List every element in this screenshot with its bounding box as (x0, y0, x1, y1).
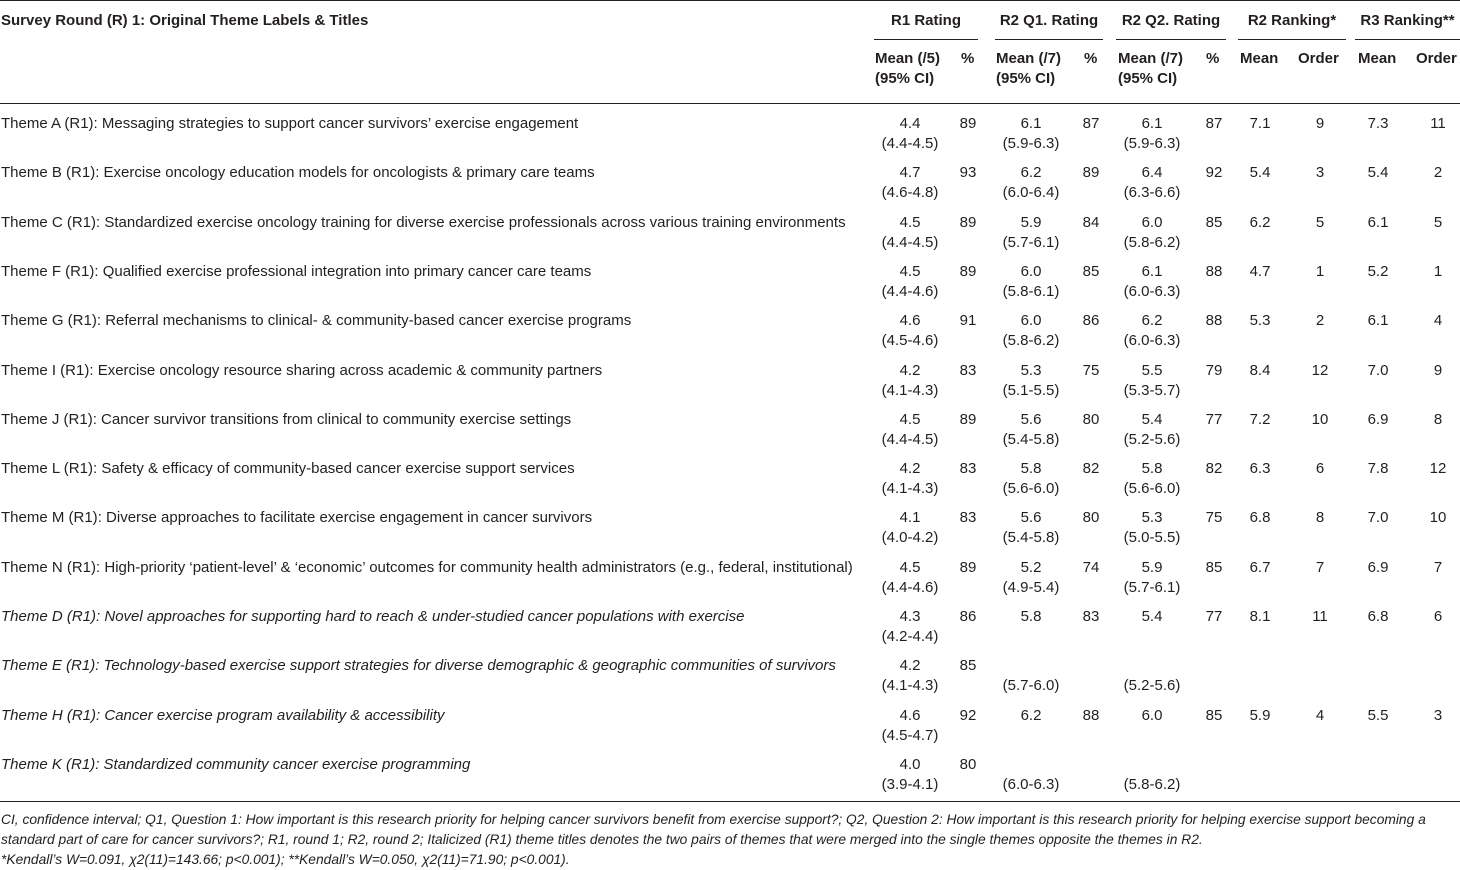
group-r3-ranking: R3 Ranking** (1360, 12, 1455, 29)
cell-q1-ci: (5.4-5.8) (1002, 529, 1060, 547)
cell-r1-ci: (4.6-4.8) (881, 184, 939, 202)
cell-q2-mean: 6.4 (1141, 164, 1163, 182)
cell-q2-mean: 6.1 (1141, 115, 1163, 132)
cell-r3-order: 10 (1429, 509, 1447, 527)
theme-prefix: Theme I (R1) (1, 361, 90, 379)
cell-r2-order: 8 (1315, 509, 1325, 527)
cell-r2-mean: 7.2 (1249, 410, 1271, 428)
cell-r1-pct: 80 (959, 755, 977, 773)
cell-q2-ci: (5.9-6.3) (1123, 135, 1181, 152)
cell-r2-order: 10 (1311, 410, 1329, 428)
group-rule-r2 (1238, 39, 1346, 40)
theme-prefix: Theme E (1, 657, 62, 675)
cell-r1-pct: 91 (959, 312, 977, 330)
cell-q1-mean: 5.3 (1020, 361, 1042, 379)
cell-r1-ci: (4.4-4.6) (881, 282, 939, 300)
cell-r2-mean: 8.1 (1249, 608, 1271, 625)
cell-r2-mean: 5.3 (1249, 312, 1271, 330)
cell-q2-pct: 82 (1205, 460, 1223, 478)
cell-r2-mean: 5.9 (1249, 706, 1271, 724)
footnote-line-2: standard part of care for cancer survivors?; R1, round 1; R2, round 2; Italicized (R1) theme titles denotes the two pairs of themes that were merged into the single themes opposite the themes in R2. (1, 832, 1203, 847)
group-r2-ranking: R2 Ranking* (1247, 12, 1337, 29)
cell-r3-mean: 5.4 (1367, 164, 1389, 182)
cell-q2-pct: 85 (1205, 213, 1223, 231)
cell-q2-pct: 75 (1205, 509, 1223, 527)
cell-r3-mean: 6.1 (1367, 213, 1389, 231)
cell-r1-mean: 4.2 (899, 460, 921, 478)
cell-q2-ci: (6.0-6.3) (1123, 282, 1181, 300)
cell-q1-mean: 6.0 (1020, 262, 1042, 280)
cell-r1-ci: (4.4-4.5) (881, 233, 939, 251)
table-bottom-rule (0, 801, 1460, 802)
group-r1-rating: R1 Rating (890, 12, 961, 29)
cell-q2-ci: (5.2-5.6) (1123, 430, 1181, 448)
cell-r1-mean: 4.4 (899, 115, 921, 132)
cell-r3-mean: 7.3 (1367, 115, 1389, 132)
cell-q1-mean: 5.8 (1020, 460, 1042, 478)
cell-r1-pct: 89 (959, 558, 977, 576)
theme-title: : Qualified exercise professional integration into primary cancer care teams (94, 262, 592, 280)
group-rule-r1 (874, 39, 978, 40)
cell-r1-mean: 4.5 (899, 410, 921, 428)
footnote-line-1: CI, confidence interval; Q1, Question 1: How important is this research priority for helping cancer survivors benefit from exercise support?; Q2, Question 2: How important is this research priority for helping exercise support becoming a (1, 812, 1426, 827)
cell-r3-mean: 6.9 (1367, 558, 1389, 576)
sub-r3-order: Order (1416, 50, 1457, 67)
cell-r3-mean: 5.2 (1367, 262, 1389, 280)
cell-r1-pct: 85 (959, 657, 977, 675)
cell-q1-mean: 5.9 (1020, 213, 1042, 231)
cell-r1-mean: 4.0 (899, 755, 921, 773)
sub-r2-mean: Mean (1240, 50, 1279, 67)
cell-r1-pct: 89 (959, 262, 977, 280)
sub-q1-pct: % (1084, 50, 1098, 67)
row-theme-label (1, 114, 578, 134)
cell-r3-order: 2 (1433, 164, 1443, 182)
cell-r1-ci: (4.1-4.3) (881, 381, 939, 399)
theme-prefix: Theme C (R1) (1, 213, 97, 231)
sub-q2-mean: Mean (/7) (95% CI) (1118, 50, 1184, 87)
cell-r3-order: 6 (1433, 608, 1443, 625)
cell-r2-mean: 4.7 (1249, 262, 1271, 280)
theme-prefix: Theme F (R1) (1, 262, 95, 280)
theme-title: (R1): Technology-based exercise support strategies for diverse demographic & geographic communities of survivors (61, 657, 836, 675)
cell-r2-order: 9 (1315, 115, 1325, 132)
cell-q1-mean: 5.2 (1020, 558, 1042, 576)
sub-r3-mean: Mean (1358, 50, 1397, 67)
cell-q1-ci: (5.9-6.3) (1002, 135, 1060, 152)
cell-r1-mean: 4.1 (899, 509, 921, 527)
cell-q2-mean: 6.1 (1141, 262, 1163, 280)
cell-q1-mean: 6.2 (1020, 164, 1042, 182)
row-theme-label (1, 508, 592, 528)
row-theme-label (1, 213, 846, 233)
group-rule-q1 (995, 39, 1103, 40)
cell-q1-pct: 80 (1082, 410, 1100, 428)
cell-r2-mean: 6.2 (1249, 213, 1271, 231)
cell-q2-ci: (5.8-6.2) (1123, 775, 1181, 793)
cell-r3-mean: 6.9 (1367, 410, 1389, 428)
cell-q2-pct: 88 (1205, 312, 1223, 330)
cell-q1-pct: 75 (1082, 361, 1100, 379)
cell-r1-mean: 4.6 (899, 706, 921, 724)
cell-q1-ci: (5.6-6.0) (1002, 480, 1060, 498)
cell-r3-order: 9 (1433, 361, 1443, 379)
row-theme-label (1, 459, 575, 479)
cell-r2-order: 4 (1315, 706, 1325, 724)
theme-prefix: Theme B (R1) (1, 164, 96, 182)
theme-title: : High-priority ‘patient-level’ & ‘economic’ outcomes for community health administrators (e.g., federal, institutional) (96, 558, 853, 576)
row-theme-label (1, 311, 631, 331)
cell-q1-pct: 84 (1082, 213, 1100, 231)
cell-r2-order: 11 (1312, 608, 1328, 625)
cell-q2-pct: 79 (1205, 361, 1223, 379)
cell-r1-mean: 4.3 (899, 608, 921, 625)
cell-q2-ci: (5.2-5.6) (1123, 677, 1181, 695)
cell-r3-mean: 6.1 (1367, 312, 1389, 330)
row-theme-label (1, 361, 602, 381)
cell-r2-order: 5 (1315, 213, 1325, 231)
cell-q1-pct: 88 (1082, 706, 1100, 724)
group-r2-q1-rating: R2 Q1. Rating (999, 12, 1099, 29)
cell-q2-pct: 92 (1205, 164, 1223, 182)
sub-q1-mean: Mean (/7) (95% CI) (996, 50, 1062, 87)
cell-r3-order: 4 (1433, 312, 1443, 330)
cell-q2-pct: 85 (1205, 558, 1223, 576)
cell-q2-ci: (5.7-6.1) (1123, 578, 1181, 596)
cell-q2-mean: 5.5 (1141, 361, 1163, 379)
cell-q2-ci: (6.0-6.3) (1123, 332, 1181, 350)
cell-r3-mean: 6.8 (1367, 608, 1389, 625)
cell-q2-pct: 87 (1205, 115, 1223, 132)
cell-r3-order: 12 (1429, 460, 1447, 478)
cell-q1-ci: (5.8-6.1) (1002, 282, 1060, 300)
cell-r2-mean: 6.3 (1249, 460, 1271, 478)
cell-q2-ci: (6.3-6.6) (1123, 184, 1181, 202)
cell-q1-ci: (5.4-5.8) (1002, 430, 1060, 448)
cell-q1-pct: 83 (1082, 608, 1100, 625)
theme-prefix: Theme M (R1) (1, 509, 98, 527)
header-bottom-rule (0, 103, 1460, 104)
cell-r2-order: 7 (1315, 558, 1325, 576)
theme-title: : Standardized exercise oncology training for diverse exercise professionals across various training environments (96, 213, 846, 231)
cell-r1-ci: (4.4-4.5) (881, 430, 939, 448)
theme-prefix: Theme D (1, 608, 63, 625)
theme-title: : Referral mechanisms to clinical- & community-based cancer exercise programs (96, 312, 632, 330)
cell-r2-mean: 6.7 (1249, 558, 1271, 576)
cell-q2-mean: 5.4 (1141, 608, 1163, 625)
table-title: Survey Round (R) 1: Original Theme Labels & Titles (1, 12, 369, 29)
cell-q2-pct: 88 (1205, 262, 1223, 280)
sub-r1-mean: Mean (/5) (95% CI) (875, 50, 941, 87)
cell-r1-ci: (4.0-4.2) (881, 529, 939, 547)
cell-r1-pct: 93 (959, 164, 977, 182)
theme-prefix: Theme K (1, 755, 62, 773)
theme-title: : Diverse approaches to facilitate exercise engagement in cancer survivors (97, 509, 593, 527)
cell-q2-mean: 6.0 (1141, 706, 1163, 724)
cell-r2-order: 12 (1311, 361, 1329, 379)
cell-q1-ci: (5.7-6.1) (1002, 233, 1060, 251)
cell-q1-ci: (5.8-6.2) (1002, 332, 1060, 350)
cell-r3-order: 8 (1433, 410, 1443, 428)
theme-prefix: Theme J (R1) (1, 410, 93, 428)
row-theme-label (1, 558, 853, 578)
group-rule-q2 (1116, 39, 1226, 40)
cell-q1-pct: 85 (1082, 262, 1100, 280)
row-theme-label (1, 262, 591, 282)
cell-r3-mean: 7.8 (1367, 460, 1389, 478)
cell-r1-mean: 4.7 (899, 164, 921, 182)
cell-r1-ci: (4.5-4.6) (881, 332, 939, 350)
cell-r2-order: 6 (1315, 460, 1325, 478)
theme-title: : Safety & efficacy of community-based cancer exercise support services (92, 460, 575, 478)
cell-q2-pct: 85 (1205, 706, 1223, 724)
cell-q2-mean: 5.9 (1141, 558, 1163, 576)
cell-r1-ci: (4.4-4.6) (881, 578, 939, 596)
cell-r1-ci: (3.9-4.1) (881, 775, 939, 793)
cell-q2-ci: (5.3-5.7) (1123, 381, 1181, 399)
cell-q2-ci: (5.6-6.0) (1123, 480, 1181, 498)
cell-q1-ci: (5.1-5.5) (1002, 381, 1060, 399)
cell-q1-pct: 82 (1082, 460, 1100, 478)
cell-r3-order: 7 (1433, 558, 1443, 576)
cell-r1-mean: 4.5 (899, 558, 921, 576)
row-theme-label (1, 656, 836, 676)
row-theme-label (1, 410, 571, 430)
cell-q1-pct: 86 (1082, 312, 1100, 330)
cell-q1-mean: 5.8 (1020, 608, 1042, 625)
sub-r1-pct: % (961, 50, 975, 67)
cell-r1-ci: (4.1-4.3) (881, 677, 939, 695)
cell-r2-order: 2 (1315, 312, 1325, 330)
cell-r3-mean: 7.0 (1367, 509, 1389, 527)
cell-r1-pct: 86 (959, 608, 977, 625)
cell-r1-ci: (4.5-4.7) (881, 726, 939, 744)
cell-r3-order: 3 (1433, 706, 1443, 724)
sub-q2-pct: % (1206, 50, 1220, 67)
cell-r1-ci: (4.1-4.3) (881, 480, 939, 498)
theme-title: : Exercise oncology education models for oncologists & primary care teams (95, 164, 595, 182)
cell-q1-ci: (6.0-6.3) (1002, 775, 1060, 793)
cell-r1-mean: 4.2 (899, 657, 921, 675)
cell-q1-ci: (5.7-6.0) (1002, 677, 1060, 695)
cell-r2-mean: 8.4 (1249, 361, 1271, 379)
cell-r1-pct: 83 (959, 460, 977, 478)
cell-q1-pct: 87 (1082, 115, 1100, 132)
sub-r2-order: Order (1298, 50, 1339, 67)
theme-title: : Messaging strategies to support cancer survivors’ exercise engagement (93, 115, 579, 132)
theme-prefix: Theme L (R1) (1, 460, 93, 478)
row-theme-label (1, 755, 470, 775)
cell-q2-mean: 5.4 (1141, 410, 1163, 428)
theme-title: (R1): Novel approaches for supporting hard to reach & under-studied cancer populations with exercise (62, 608, 745, 625)
group-r2-q2-rating: R2 Q2. Rating (1121, 12, 1221, 29)
theme-title: : Cancer survivor transitions from clinical to community exercise settings (92, 410, 572, 428)
cell-q2-pct: 77 (1205, 410, 1223, 428)
cell-r2-order: 3 (1315, 164, 1325, 182)
cell-q2-ci: (5.8-6.2) (1123, 233, 1181, 251)
theme-prefix: Theme G (R1) (1, 312, 97, 330)
cell-q1-ci: (6.0-6.4) (1002, 184, 1060, 202)
theme-prefix: Theme H (1, 706, 63, 724)
theme-title: : Exercise oncology resource sharing across academic & community partners (89, 361, 603, 379)
cell-q1-mean: 6.1 (1020, 115, 1042, 132)
theme-title: (R1): Standardized community cancer exercise programming (61, 755, 471, 773)
cell-r2-mean: 7.1 (1249, 115, 1271, 132)
cell-q2-ci: (5.0-5.5) (1123, 529, 1181, 547)
cell-r2-order: 1 (1315, 262, 1325, 280)
cell-r3-order: 1 (1433, 262, 1443, 280)
cell-r2-mean: 6.8 (1249, 509, 1271, 527)
theme-title: (R1): Cancer exercise program availability & accessibility (62, 706, 445, 724)
cell-q1-pct: 80 (1082, 509, 1100, 527)
cell-q2-mean: 5.8 (1141, 460, 1163, 478)
theme-prefix: Theme A (R1) (1, 115, 94, 132)
top-rule (0, 0, 1460, 1)
cell-r1-pct: 83 (959, 509, 977, 527)
cell-r1-pct: 89 (959, 115, 977, 132)
cell-r3-order: 5 (1433, 213, 1443, 231)
footnote-line-3: *Kendall’s W=0.091, χ2(11)=143.66; p<0.001); **Kendall’s W=0.050, χ2(11)=71.90; p<0.001). (1, 852, 570, 867)
cell-r1-ci: (4.4-4.5) (881, 135, 939, 152)
cell-r2-mean: 5.4 (1249, 164, 1271, 182)
cell-q1-mean: 5.6 (1020, 410, 1042, 428)
cell-q1-ci: (4.9-5.4) (1002, 578, 1060, 596)
cell-r1-mean: 4.5 (899, 262, 921, 280)
cell-q1-pct: 89 (1082, 164, 1100, 182)
cell-r1-pct: 89 (959, 213, 977, 231)
cell-r1-ci: (4.2-4.4) (881, 628, 939, 645)
cell-q1-mean: 6.2 (1020, 706, 1042, 724)
cell-r3-order: 11 (1430, 115, 1446, 132)
cell-r1-mean: 4.6 (899, 312, 921, 330)
group-rule-r3 (1355, 39, 1460, 40)
cell-r1-mean: 4.2 (899, 361, 921, 379)
cell-q2-mean: 5.3 (1141, 509, 1163, 527)
cell-r3-mean: 7.0 (1367, 361, 1389, 379)
cell-r1-pct: 89 (959, 410, 977, 428)
cell-q1-pct: 74 (1082, 558, 1100, 576)
cell-r3-mean: 5.5 (1367, 706, 1389, 724)
row-theme-label (1, 607, 744, 627)
cell-q2-pct: 77 (1205, 608, 1223, 625)
cell-q2-mean: 6.0 (1141, 213, 1163, 231)
cell-q2-mean: 6.2 (1141, 312, 1163, 330)
theme-prefix: Theme N (R1) (1, 558, 97, 576)
cell-r1-pct: 92 (959, 706, 977, 724)
row-theme-label (1, 163, 595, 183)
cell-q1-mean: 6.0 (1020, 312, 1042, 330)
cell-r1-mean: 4.5 (899, 213, 921, 231)
row-theme-label (1, 706, 444, 726)
cell-r1-pct: 83 (959, 361, 977, 379)
cell-q1-mean: 5.6 (1020, 509, 1042, 527)
